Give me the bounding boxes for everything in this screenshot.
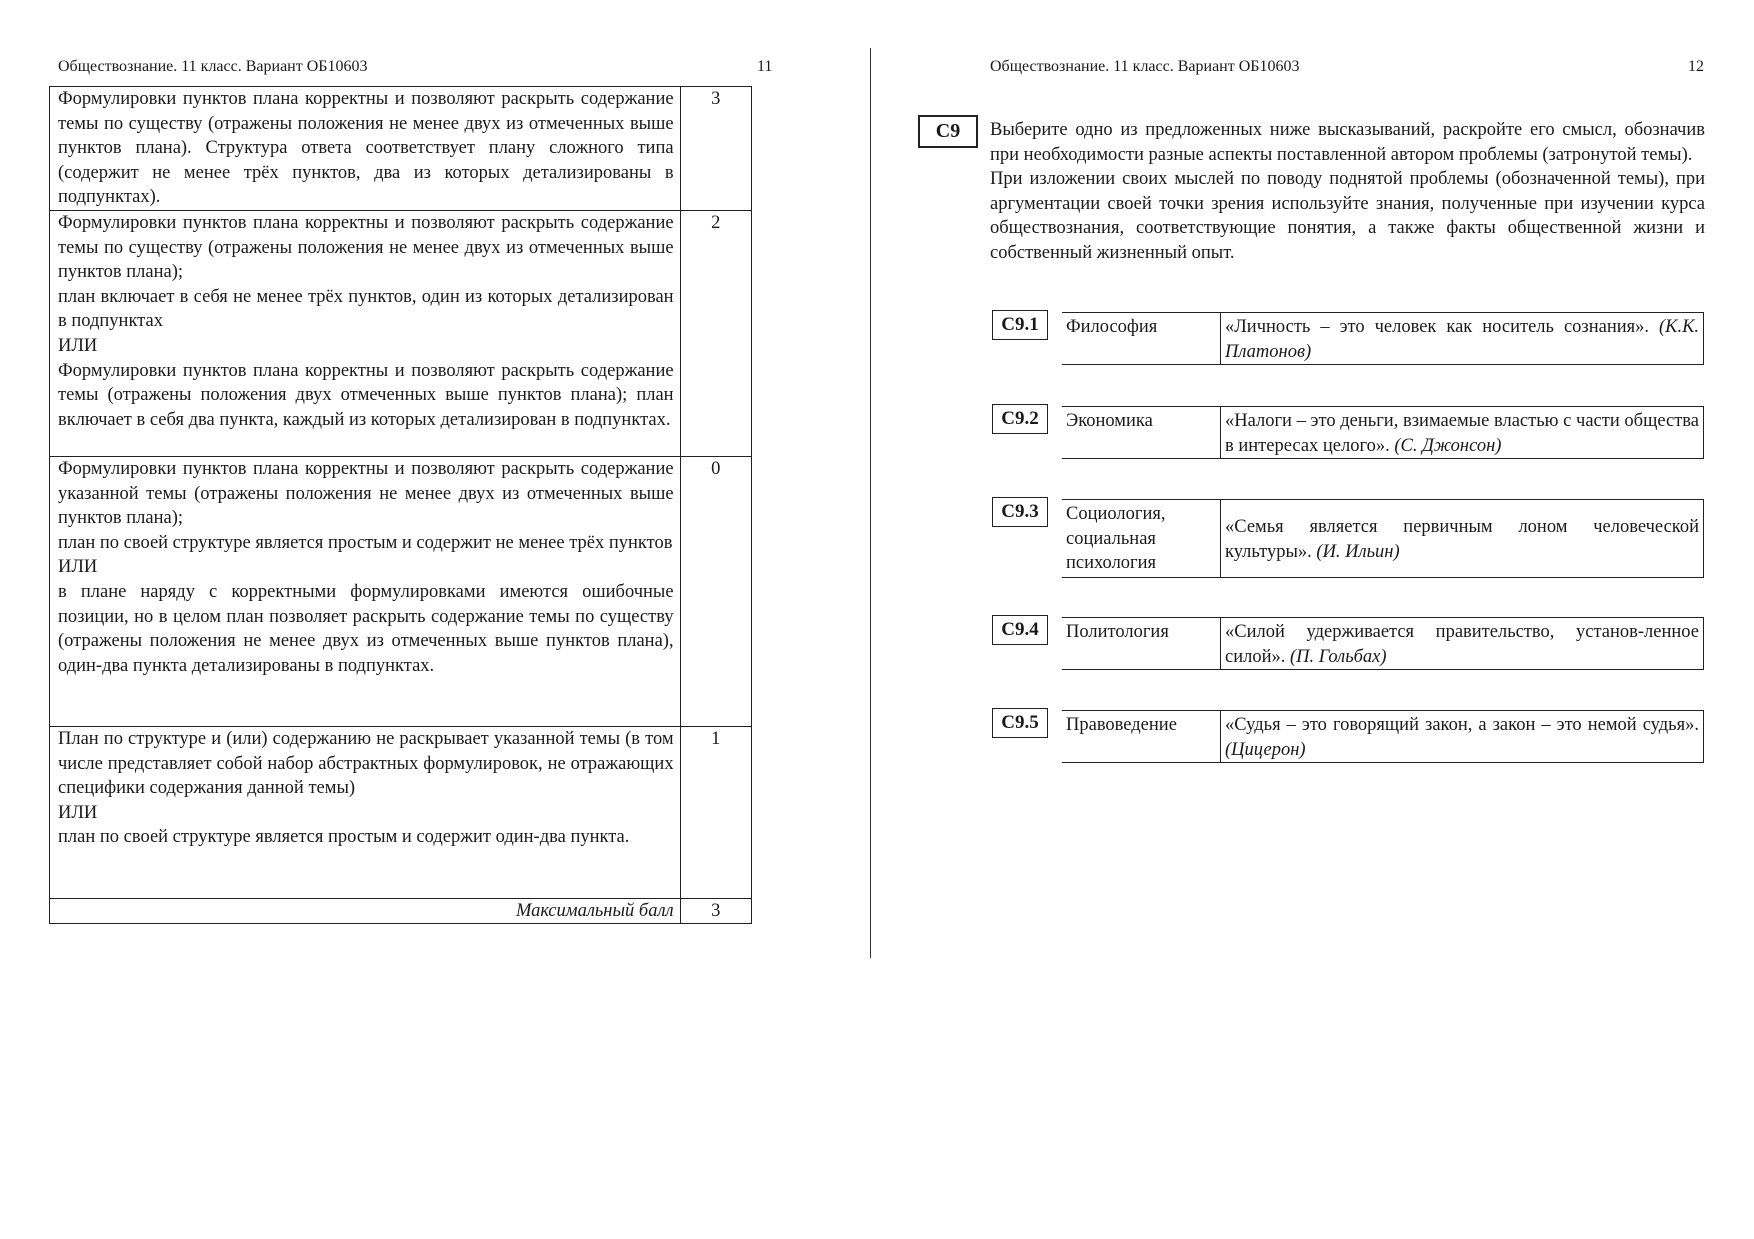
page-divider bbox=[870, 48, 871, 958]
right-page-number: 12 bbox=[1688, 58, 1704, 75]
option-author: (К.К. Платонов) bbox=[1225, 317, 1699, 362]
option-quote: «Семья является первичным лоном человеческой культуры». bbox=[1225, 517, 1699, 562]
criteria-or: ИЛИ bbox=[58, 557, 98, 578]
criteria-score: 0 bbox=[680, 456, 751, 726]
criteria-text: план по своей структуре является простым и содержит не менее трёх пунктов bbox=[58, 532, 673, 553]
criteria-score: 3 bbox=[680, 87, 751, 211]
left-page-header: Обществознание. 11 класс. Вариант ОБ10603 bbox=[58, 58, 368, 75]
option-quote: «Личность – это человек как носитель сознания». bbox=[1225, 317, 1650, 337]
criteria-table bbox=[49, 86, 752, 924]
criteria-text: план включает в себя не менее трёх пунктов, один из которых детализирован в подпунктах bbox=[58, 286, 674, 332]
task-paragraph: Выберите одно из предложенных ниже высказываний, раскройте его смысл, обозначив при необходимости разные аспекты поставленной автором проблемы (затронутой темы). bbox=[990, 120, 1705, 165]
criteria-description bbox=[50, 456, 681, 726]
criteria-row bbox=[50, 210, 752, 456]
option-quote-cell bbox=[1221, 500, 1704, 578]
option-subject: Политология bbox=[1062, 618, 1221, 670]
option-quote-cell bbox=[1221, 407, 1704, 459]
criteria-text: План по структуре и (или) содержанию не раскрывает указанной темы (в том числе представляет собой набор абстрактных формулировок, не отражающих специфики содержания данной темы) bbox=[58, 728, 674, 799]
criteria-text: в плане наряду с корректными формулировками имеются ошибочные позиции, но в целом план позволяет раскрыть содержание темы по существу (отражены положения не менее двух из отмеченных выше пунктов плана), один-два пункта детализированы в подпунктах. bbox=[58, 581, 674, 676]
left-page-number: 11 bbox=[757, 58, 773, 75]
max-score-value: 3 bbox=[680, 898, 751, 923]
criteria-or: ИЛИ bbox=[58, 802, 98, 823]
right-page-header: Обществознание. 11 класс. Вариант ОБ10603 bbox=[990, 58, 1300, 75]
task-id-box: C9 bbox=[918, 115, 978, 148]
criteria-text: Формулировки пунктов плана корректны и позволяют раскрыть содержание указанной темы (отражены положения не менее двух из отмеченных выше пунктов плана); bbox=[58, 458, 674, 529]
option-subject: Философия bbox=[1062, 313, 1221, 365]
criteria-text: план по своей структуре является простым и содержит один-два пункта. bbox=[58, 827, 630, 848]
option-author: (С. Джонсон) bbox=[1394, 435, 1502, 456]
option-quote-cell bbox=[1221, 313, 1704, 365]
task-instructions bbox=[990, 118, 1705, 265]
option-quote-cell bbox=[1221, 711, 1704, 763]
option-quote-cell bbox=[1221, 618, 1704, 670]
max-score-label: Максимальный балл bbox=[50, 898, 681, 923]
criteria-description bbox=[50, 726, 681, 898]
task-paragraph: При изложении своих мыслей по поводу поднятой проблемы (обозначенной темы), при аргументации своей точки зрения используйте знания, полученные при изучении курса обществознания, соответствующие понятия, а также факты общественной жизни и собственный жизненный опыт. bbox=[990, 169, 1705, 263]
option-subject: Экономика bbox=[1062, 407, 1221, 459]
option-table bbox=[1062, 710, 1704, 763]
criteria-row bbox=[50, 87, 752, 211]
criteria-score: 2 bbox=[680, 210, 751, 456]
criteria-row bbox=[50, 726, 752, 898]
option-table bbox=[1062, 312, 1704, 365]
option-subject: Социология, социальная психология bbox=[1062, 500, 1221, 578]
option-author: (Цицерон) bbox=[1225, 739, 1306, 760]
option-id-box: C9.2 bbox=[992, 404, 1048, 434]
option-quote: «Налоги – это деньги, взимаемые властью с части общества в интересах целого». bbox=[1225, 411, 1699, 456]
option-table bbox=[1062, 617, 1704, 670]
criteria-row bbox=[50, 456, 752, 726]
criteria-or: ИЛИ bbox=[58, 335, 98, 356]
criteria-description bbox=[50, 210, 681, 456]
option-author: (И. Ильин) bbox=[1316, 541, 1400, 562]
option-subject: Правоведение bbox=[1062, 711, 1221, 763]
option-author: (П. Гольбах) bbox=[1290, 646, 1387, 667]
option-quote: «Силой удерживается правительство, установ-ленное силой». bbox=[1225, 622, 1699, 667]
option-id-box: C9.5 bbox=[992, 708, 1048, 738]
max-score-row bbox=[50, 898, 752, 923]
criteria-text: Формулировки пунктов плана корректны и позволяют раскрыть содержание темы по существу (отражены положения не менее двух из отмеченных выше пунктов плана). Структура ответа соответствует плану сложного типа (содержит не менее трёх пунктов, два из которых детализированы в подпунктах). bbox=[58, 89, 674, 208]
option-id-box: C9.1 bbox=[992, 310, 1048, 340]
criteria-text: Формулировки пунктов плана корректны и позволяют раскрыть содержание темы по существу (отражены положения не менее двух из отмеченных выше пунктов плана); bbox=[58, 212, 674, 283]
option-table bbox=[1062, 499, 1704, 578]
option-quote: «Судья – это говорящий закон, а закон – это немой судья». bbox=[1225, 715, 1699, 735]
criteria-score: 1 bbox=[680, 726, 751, 898]
option-id-box: C9.4 bbox=[992, 615, 1048, 645]
option-id-box: C9.3 bbox=[992, 497, 1048, 527]
criteria-description bbox=[50, 87, 681, 211]
criteria-text: Формулировки пунктов плана корректны и позволяют раскрыть содержание темы (отражены положения двух отмеченных выше пунктов плана); план включает в себя два пункта, каждый из которых детализирован в подпунктах. bbox=[58, 360, 674, 430]
option-table bbox=[1062, 406, 1704, 459]
